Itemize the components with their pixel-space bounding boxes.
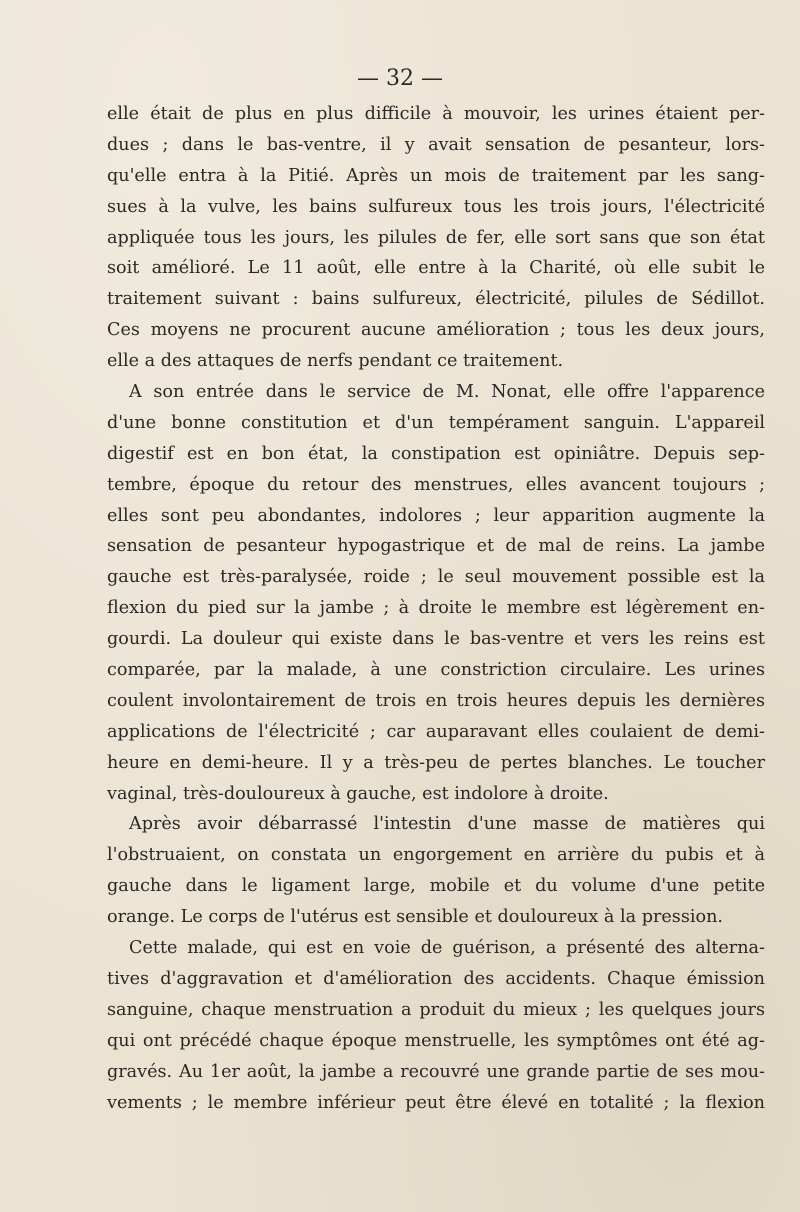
body-text	[107, 99, 765, 1118]
text-line: Ces moyens ne procurent aucune amélioration ; tous les deux jours,	[107, 320, 765, 341]
text-line: l'obstruaient, on constata un engorgement en arrière du pubis et à	[107, 845, 765, 866]
text-line: sensation de pesanteur hypogastrique et de mal de reins. La jambe	[107, 536, 765, 557]
text-line: elles sont peu abondantes, indolores ; leur apparition augmente la	[107, 505, 765, 526]
text-line: tembre, époque du retour des menstrues, elles avancent toujours ;	[107, 474, 765, 495]
text-line: heure en demi-heure. Il y a très-peu de pertes blanches. Le toucher	[107, 752, 765, 773]
text-line: elle a des attaques de nerfs pendant ce traitement.	[107, 351, 564, 372]
text-line: tives d'aggravation et d'amélioration des accidents. Chaque émission	[107, 968, 765, 989]
text-line: elle était de plus en plus difficile à mouvoir, les urines étaient per-	[107, 104, 765, 124]
text-line: appliquée tous les jours, les pilules de fer, elle sort sans que son état	[107, 227, 765, 248]
text-line: comparée, par la malade, à une constriction circulaire. Les urines	[107, 660, 765, 681]
text-line: Après avoir débarrassé l'intestin d'une masse de matières qui	[129, 814, 765, 835]
text-line: flexion du pied sur la jambe ; à droite le membre est légèrement en-	[107, 598, 765, 619]
text-line: qui ont précédé chaque époque menstruelle, les symptômes ont été ag-	[107, 1030, 765, 1051]
text-line: orange. Le corps de l'utérus est sensible et douloureux à la pression.	[107, 907, 723, 928]
text-line: sues à la vulve, les bains sulfureux tous les trois jours, l'électricité	[107, 196, 765, 217]
text-line: applications de l'électricité ; car auparavant elles coulaient de demi-	[107, 721, 765, 742]
text-line: coulent involontairement de trois en trois heures depuis les dernières	[107, 690, 765, 711]
text-line: dues ; dans le bas-ventre, il y avait sensation de pesanteur, lors-	[107, 134, 765, 155]
text-line: soit amélioré. Le 11 août, elle entre à la Charité, où elle subit le	[107, 258, 765, 279]
text-line: gravés. Au 1er août, la jambe a recouvré une grande partie de ses mou-	[107, 1061, 765, 1082]
text-line: gourdi. La douleur qui existe dans le bas-ventre et vers les reins est	[107, 629, 765, 650]
text-line: gauche est très-paralysée, roide ; le seul mouvement possible est la	[107, 567, 765, 588]
text-line: vaginal, très-douloureux à gauche, est indolore à droite.	[107, 783, 609, 804]
text-line: vements ; le membre inférieur peut être élevé en totalité ; la flexion	[107, 1092, 765, 1113]
text-line: qu'elle entra à la Pitié. Après un mois de traitement par les sang-	[107, 165, 765, 186]
page-number: — 32 —	[357, 66, 443, 91]
text-line: traitement suivant : bains sulfureux, électricité, pilules de Sédillot.	[107, 289, 765, 310]
text-line: digestif est en bon état, la constipation est opiniâtre. Depuis sep-	[107, 443, 765, 464]
text-line: d'une bonne constitution et d'un tempérament sanguin. L'appareil	[107, 412, 765, 433]
text-line: A son entrée dans le service de M. Nonat, elle offre l'apparence	[129, 382, 765, 403]
text-line: sanguine, chaque menstruation a produit du mieux ; les quelques jours	[107, 999, 765, 1020]
text-line: gauche dans le ligament large, mobile et du volume d'une petite	[107, 876, 765, 897]
text-line: Cette malade, qui est en voie de guérison, a présenté des alterna-	[129, 938, 765, 959]
